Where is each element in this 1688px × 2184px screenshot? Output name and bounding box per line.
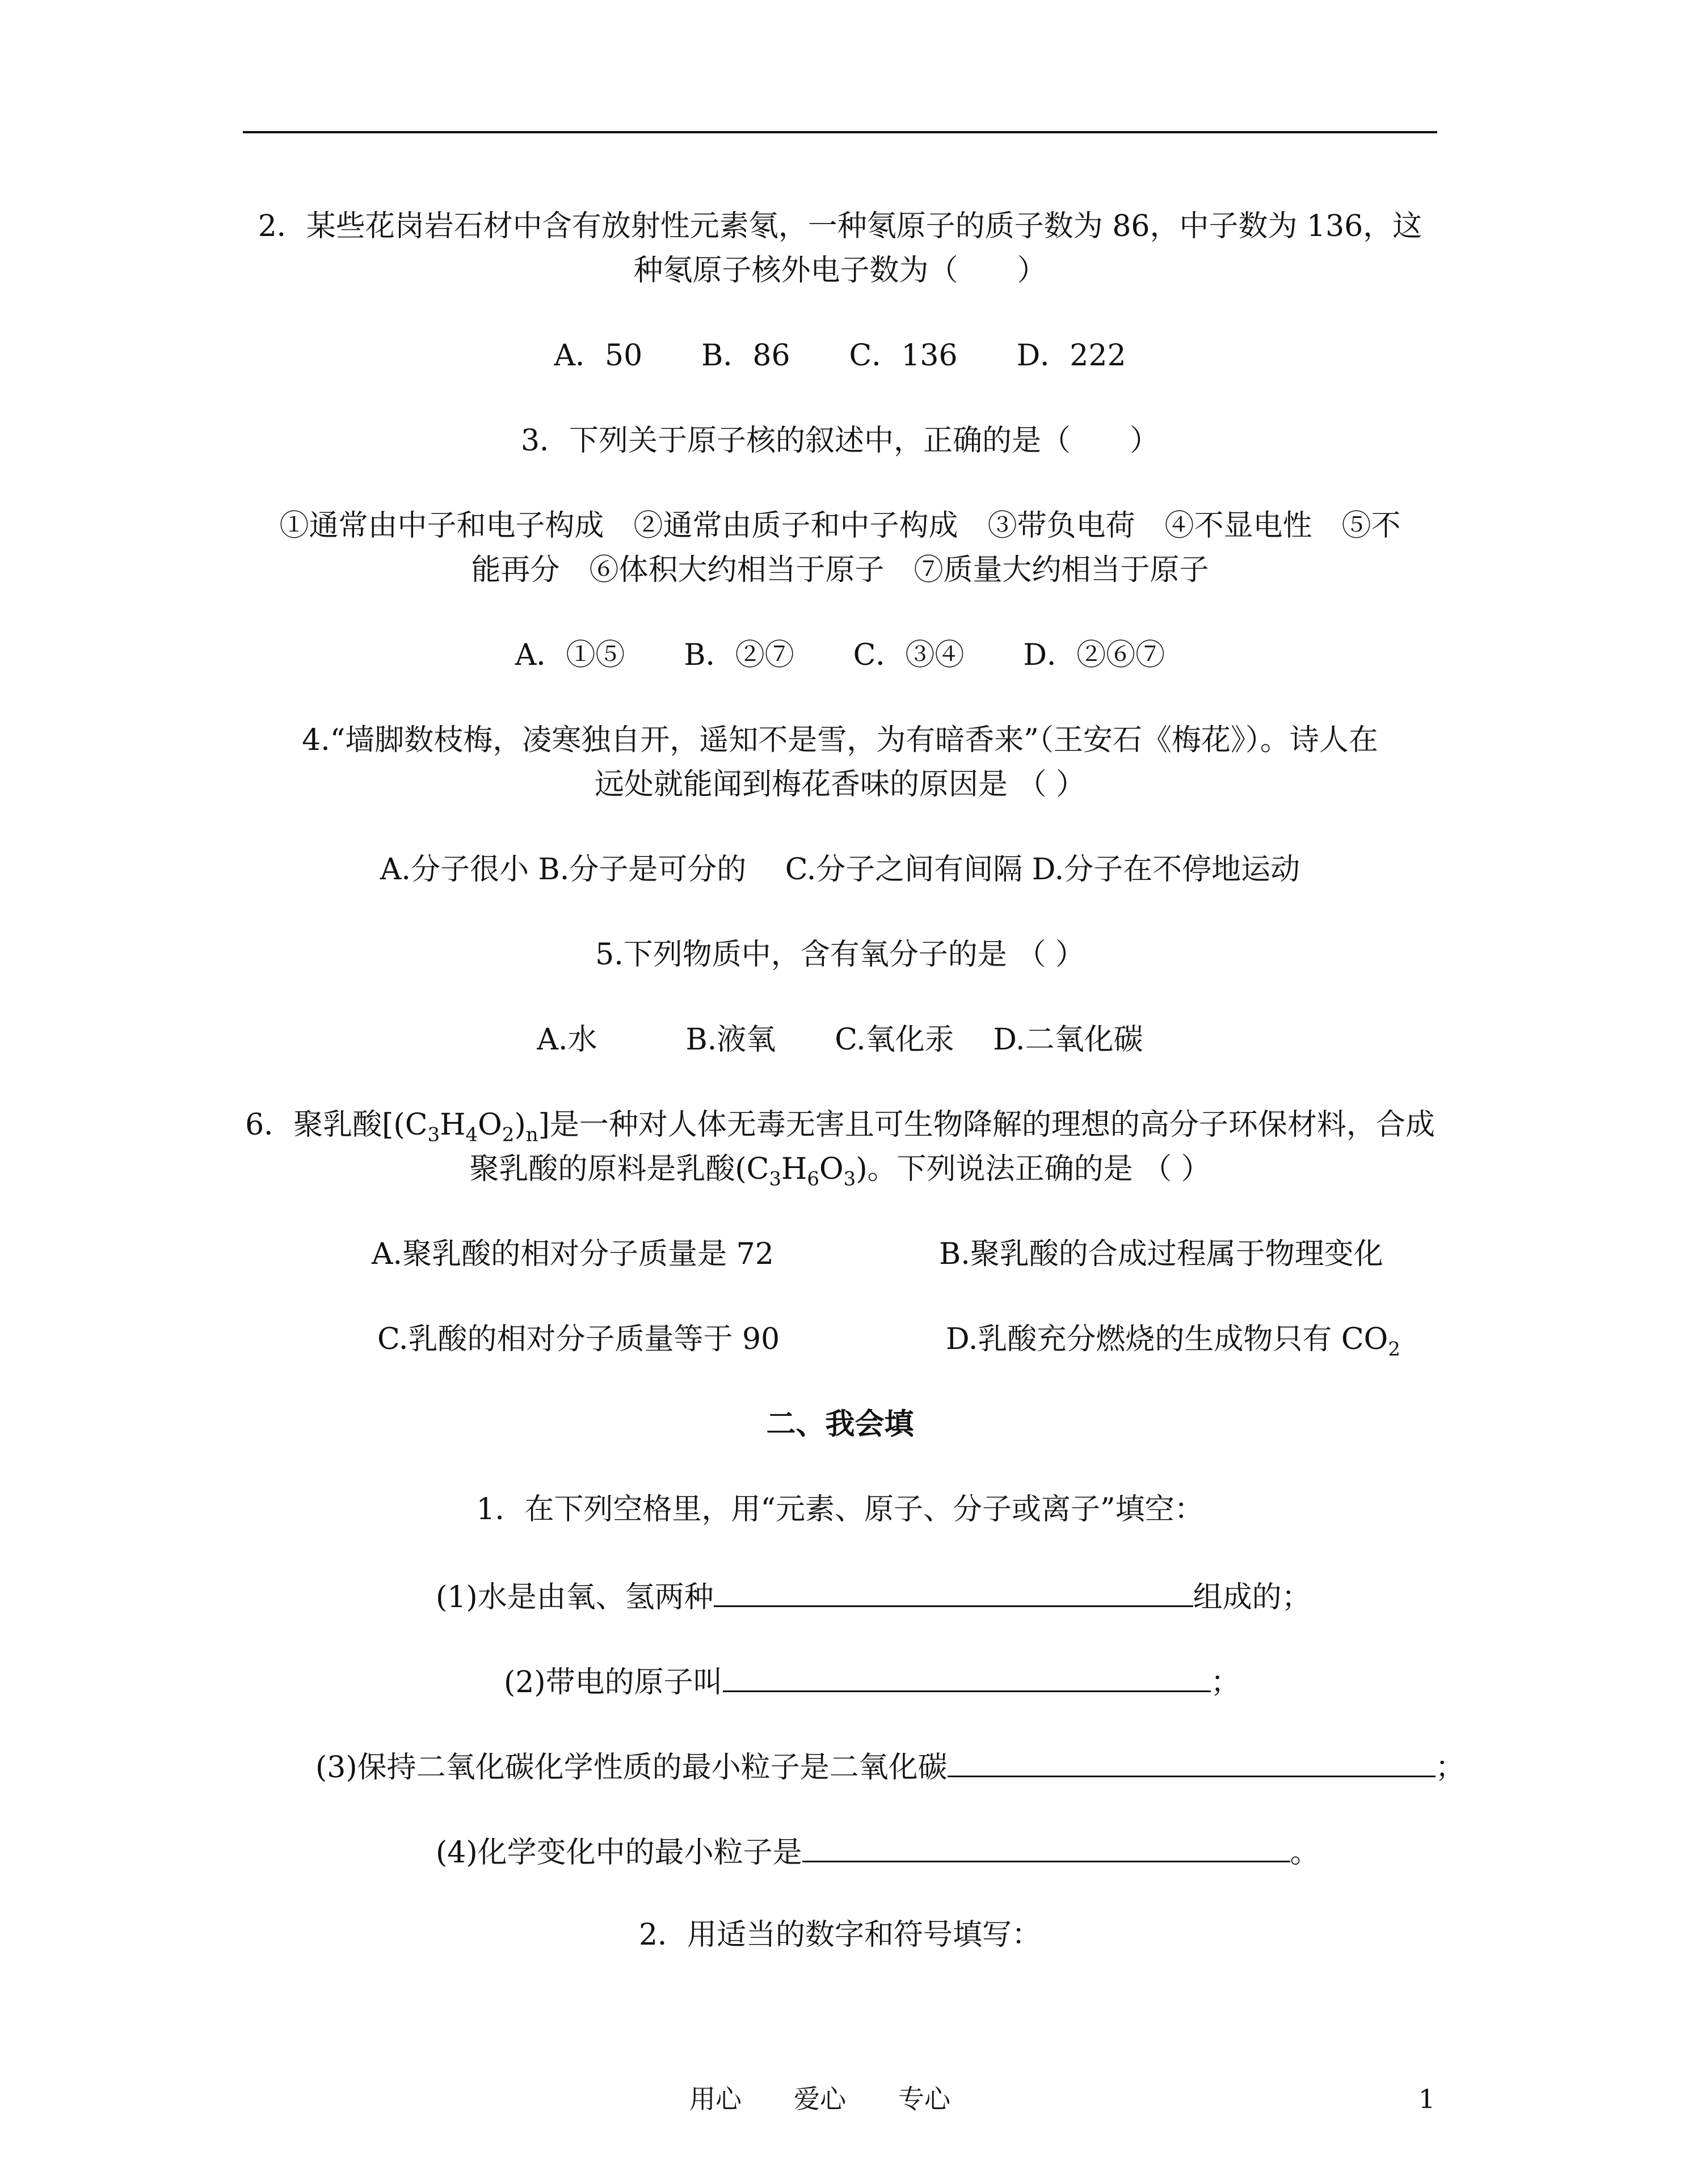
fill1-stem: 1．在下列空格里，用“元素、原子、分子或离子”填空： — [476, 1492, 1204, 1527]
fill1-item4-blank[interactable] — [802, 1828, 1290, 1862]
q2-options: A．50 B．86 C．136 D．222 — [554, 339, 1126, 373]
q6-stem-line1: 6．聚乳酸$[(C_3H_4O_2)_n]$是一种对人体无毒无害且可生物降解的理想的高分子环保材料，合成 — [245, 1108, 1435, 1146]
q5-stem: 5.下列物质中，含有氧分子的是 （ ） — [595, 938, 1085, 972]
q4-options: A.分子很小 B.分子是可分的 C.分子之间有间隔 D.分子在不停地运动 — [380, 853, 1300, 887]
fill1-item3: (3)保持二氧化碳化学性质的最小粒子是二氧化碳 ； — [315, 1743, 1465, 1790]
q6-option-b: B.聚乳酸的合成过程属于物理变化 — [939, 1237, 1383, 1271]
q2-stem-line1: 2．某些花岗岩石材中含有放射性元素氡，一种氡原子的质子数为 86，中子数为 136，这 — [258, 209, 1422, 243]
q3-stem: 3．下列关于原子核的叙述中，正确的是（ ） — [520, 424, 1160, 458]
q6-stem-line2: 聚乳酸的原料是乳酸$(C_3H_6O_3)$。下列说法正确的是 （ ） — [469, 1152, 1211, 1191]
header-rule — [243, 131, 1437, 133]
fill1-item4: (4)化学变化中的最小粒子是 。 — [436, 1828, 1320, 1875]
footer-motto: 用心 爱心 专心 — [689, 2084, 950, 2114]
q6-option-a: A.聚乳酸的相对分子质量是 72 — [372, 1237, 774, 1271]
q3-statements-line1: ①通常由中子和电子构成 ②通常由质子和中子构成 ③带负电荷 ④不显电性 ⑤不 — [279, 509, 1401, 543]
fill1-item2: (2)带电的原子叫 ； — [504, 1658, 1240, 1705]
fill1-item1: (1)水是由氧、氢两种 组成的； — [436, 1572, 1311, 1620]
page-number: 1 — [1418, 2084, 1436, 2114]
q5-options: A.水 B.液氧 C.氧化汞 D.二氧化碳 — [537, 1023, 1143, 1057]
fill1-item3-blank[interactable] — [948, 1743, 1436, 1777]
q6-option-c: C.乳酸的相对分子质量等于 90 — [377, 1322, 780, 1356]
q4-stem-line1: 4.“墙脚数枝梅，凌寒独自开，遥知不是雪，为有暗香来”（王安石《梅花》）。诗人在 — [302, 723, 1378, 757]
q6-option-d: D.乳酸充分燃烧的生成物只有 $CO_2$ — [946, 1322, 1400, 1361]
section-title: 二、我会填 — [766, 1407, 914, 1441]
fill1-item1-blank[interactable] — [714, 1572, 1193, 1607]
fill2-stem: 2．用适当的数字和符号填写： — [638, 1918, 1042, 1952]
q3-options: A．①⑤ B．②⑦ C．③④ D．②⑥⑦ — [515, 638, 1165, 672]
q3-statements-line2: 能再分 ⑥体积大约相当于原子 ⑦质量大约相当于原子 — [471, 553, 1209, 587]
q2-stem-line2: 种氡原子核外电子数为（ ） — [633, 254, 1047, 288]
fill1-item2-blank[interactable] — [723, 1658, 1211, 1692]
q4-stem-line2: 远处就能闻到梅花香味的原因是 （ ） — [594, 768, 1086, 802]
